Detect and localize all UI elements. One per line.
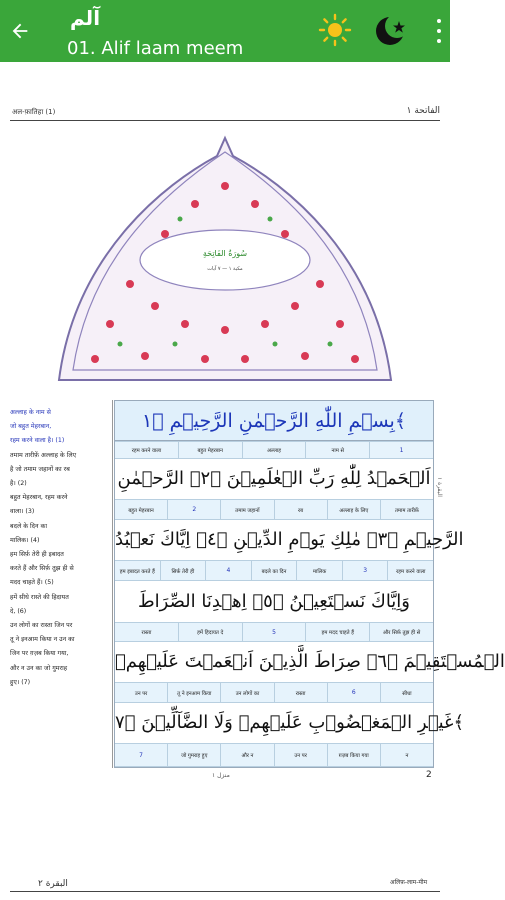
word-meaning-cell: अल्लाह के लिए [327,500,380,519]
word-meaning-cell: उन पर [274,744,327,766]
word-meaning-cell: सीधा [380,683,433,702]
translation-line: हम सिर्फ़ तेरी ही इबादत [10,551,64,559]
word-meaning-cell: नाम से [305,442,369,458]
svg-text:سُورَةُ الفَاتِحَةِ: سُورَةُ الفَاتِحَةِ [202,249,248,258]
sun-icon[interactable] [318,13,352,47]
verse-line: الرَّحِيۡمِ ﴿٣﴾ مٰلِكِ يَوۡمِ الدِّيۡنِ ﴿٤﴾ اِيَّاكَ نَعۡبُدُ [115,529,464,550]
translation-line: जिन पर ग़ज़ब किया गया, [10,650,69,658]
word-meaning-cell: हम मदद चाहते हैं [305,623,369,641]
word-meaning-cell: हमें हिदायत दे [178,623,242,641]
word-meaning-cell: बदले का दिन [251,561,297,580]
word-meaning-cell: सिर्फ़ तेरी ही [160,561,206,580]
translation-line: और न उन का जो गुमराह [10,664,68,672]
margin-reference: البقرة ١ [436,477,443,497]
word-meaning-cell: उन पर [134,690,148,697]
word-meaning-cell: बहुत मेहरबान [178,442,242,458]
word-meaning-cell: रास्ता [274,683,327,702]
translation-line: मदद चाहते हैं। (5) [10,579,54,587]
surah-header-ornament [55,134,395,380]
word-row [115,441,433,459]
page-header-right: الفاتحة ١ [406,106,440,116]
word-meaning-cell: 2 [167,500,220,519]
svg-text:مكية ١ — ٧ آيات: مكية ١ — ٧ آيات [207,266,243,272]
word-meaning-cell: रहम करने वाला [131,448,162,454]
word-meaning-cell: हम इबादत करते हैं [119,568,155,575]
word-meaning-cell: 3 [342,561,388,580]
word-row [115,682,433,703]
word-meaning-cell: 1 [369,442,433,458]
surah-title: 01. Alif laam meem [67,38,244,59]
word-row [115,622,433,642]
translation-line: तू ने इनआम किया न उन का [10,636,75,644]
verse-line: وَاِيَّاكَ نَسۡتَعِيۡنُ ﴿٥﴾ اِهۡدِنَا الصِّرَاطَ [137,591,411,612]
word-meaning-cell: न [380,744,433,766]
translation-column [10,400,113,768]
translation-line: वाला। (3) [10,508,35,516]
page-header-left: अल-फ़ातिहा (1) [12,108,56,116]
word-meaning-cell: अल्लाह [242,442,306,458]
word-meaning-cell: रास्ता [141,630,152,636]
translation-line: मालिक। (4) [10,536,40,544]
word-meaning-cell: और न [220,744,273,766]
verse-line: الۡمُسۡتَقِيۡمَ ﴿٦﴾ صِرَاطَ الَّذِيۡنَ اَنۡعَمۡتَ عَلَيۡهِمۡ [115,651,505,672]
word-meaning-cell: तमाम तारीफ़ें [380,500,433,519]
verse-line: غَيۡرِ الۡمَغۡضُوۡبِ عَلَيۡهِمۡ وَلَا الضَّآلِّيۡنَ ﴿٧﴾ [115,712,465,733]
translation-line: है जो तमाम जहानों का रब [10,465,70,473]
word-meaning-cell: और सिर्फ़ तुझ ही से [369,623,433,641]
next-page-header-left: البقرة ٢ [38,879,68,889]
word-meaning-cell: जो गुमराह हुए [167,744,220,766]
page-footer-center: منزل ١ [212,772,230,779]
word-meaning-cell: रब [274,500,327,519]
more-vert-icon[interactable] [432,16,446,46]
translation-line: दे, (6) [10,607,27,615]
word-meaning-cell: रहम करने वाला [387,561,433,580]
word-meaning-cell: बहुत मेहरबान [128,507,154,514]
word-meaning-cell: तू ने इनआम किया [167,683,220,702]
word-meaning-cell: 6 [327,683,380,702]
app-bar [0,0,450,62]
back-arrow-icon[interactable] [6,17,34,45]
word-meaning-cell: तमाम जहानों [220,500,273,519]
next-page-header-right: अलिफ़-लाम-मीम [390,879,428,886]
translation-line: बहुत मेहरबान, रहम करने [10,494,68,502]
translation-line: उन लोगों का रास्ता जिन पर [10,622,73,630]
surah-title-arabic: آلم [70,6,101,30]
word-meaning-cell: मालिक [296,561,342,580]
word-meaning-cell: ग़ज़ब किया गया [327,744,380,766]
translation-line: बदले के दिन का [10,522,47,530]
word-meaning-cell: 7 [139,751,143,759]
translation-line: हुए। (7) [10,678,31,686]
word-row [115,499,433,520]
mushaf-page [0,62,505,900]
translation-line: अल्लाह के नाम से [10,409,51,416]
bismillah: بِسۡمِ اللّٰهِ الرَّحۡمٰنِ الرَّحِيۡمِ ﴿١﴾ [115,401,433,441]
word-row [115,560,433,581]
translation-line: तमाम तारीफ़ें अल्लाह के लिए [10,451,77,459]
word-meaning-cell: 5 [242,623,306,641]
next-page-divider [10,891,440,892]
page-number: 2 [426,770,432,780]
word-meaning-cell: 4 [205,561,251,580]
translation-line: जो बहुत मेहरबान, [10,423,52,431]
header-divider [10,120,440,121]
word-row [115,743,433,767]
moon-star-icon[interactable] [373,12,409,48]
verse-line: اَلۡحَمۡدُ لِلّٰهِ رَبِّ الۡعٰلَمِيۡنَ ﴿٢﴾ الرَّحۡمٰنِ [117,468,431,489]
translation-line: है। (2) [10,480,27,488]
translation-line: हमें सीधे रास्ते की हिदायत [10,593,69,601]
translation-line: करते हैं और सिर्फ़ तुझ ही से [10,565,74,573]
translation-line: रहम करने वाला है। (1) [10,437,65,445]
word-meaning-cell: उन लोगों का [220,683,273,702]
